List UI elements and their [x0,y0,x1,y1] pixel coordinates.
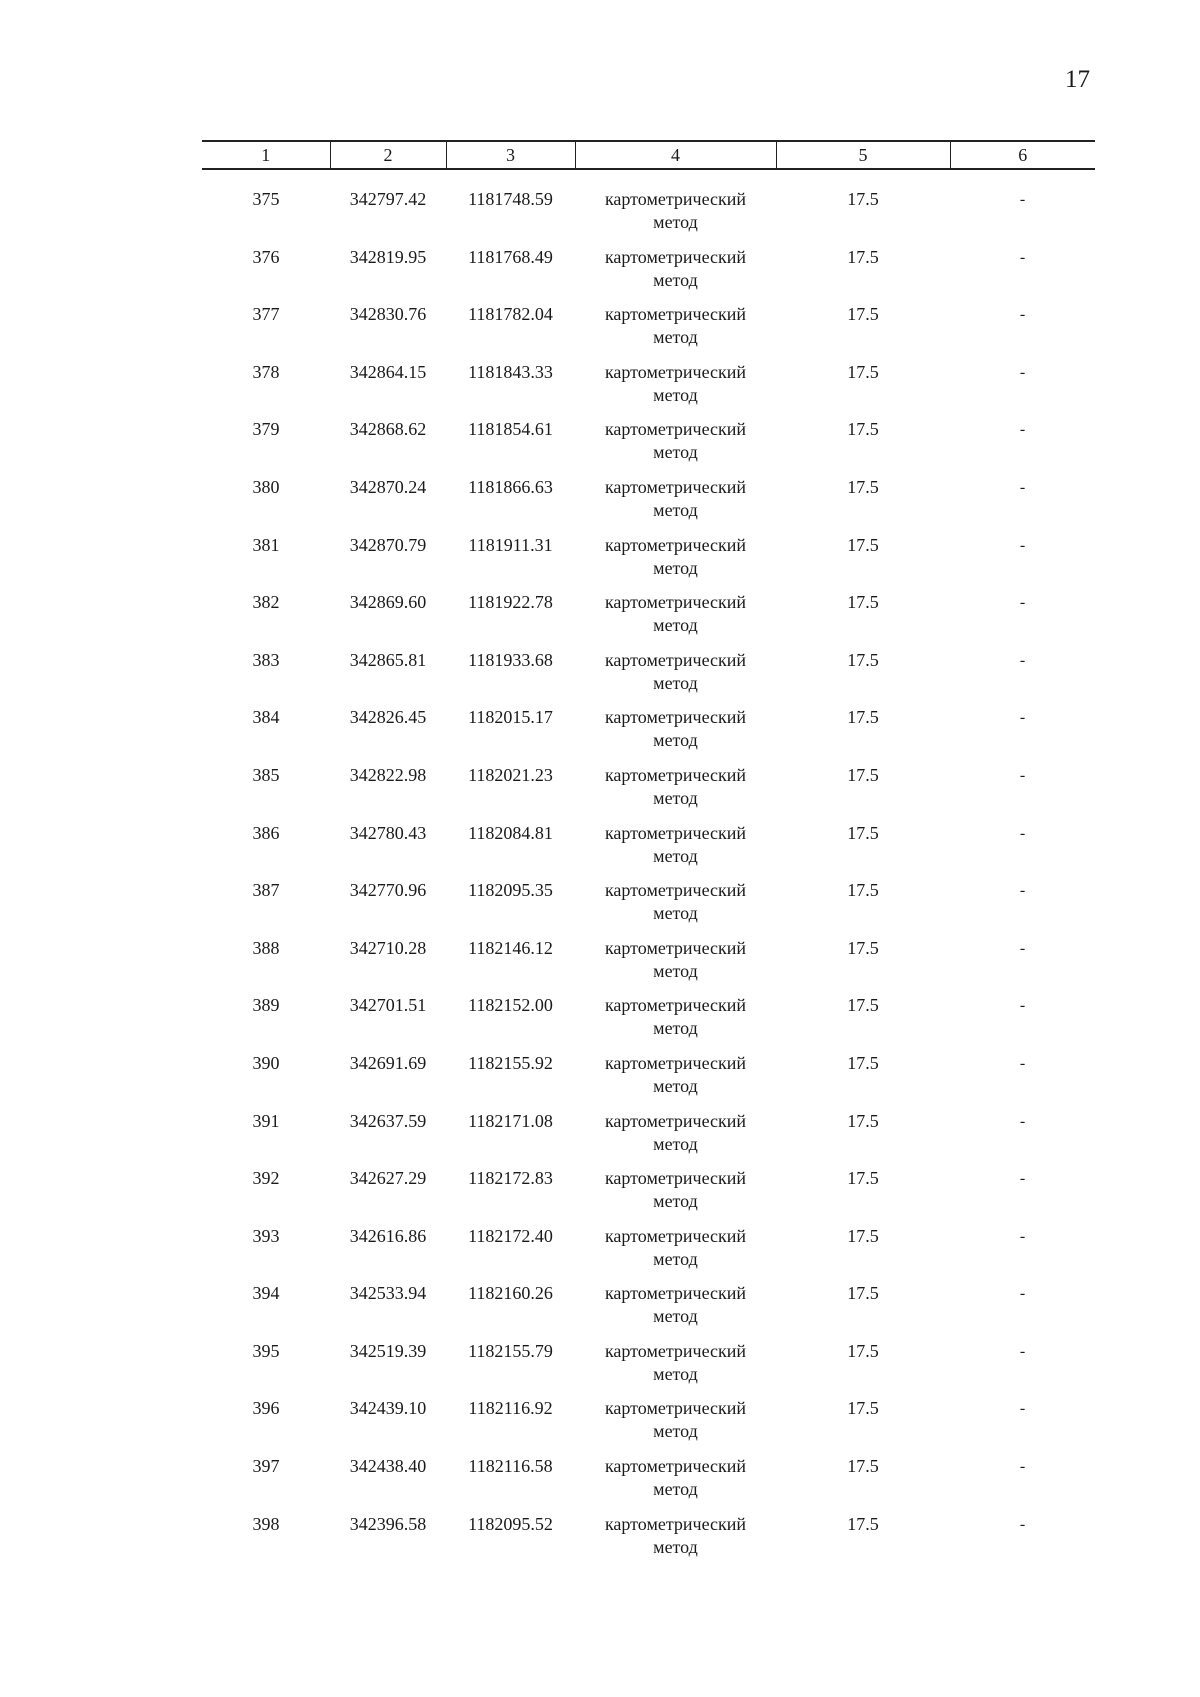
y-coordinate-cell: 1182146.12 [468,937,553,958]
x-coordinate-cell: 342770.96 [349,880,427,901]
method-cell [575,994,776,1052]
method-cell [575,764,776,822]
accuracy-cell: 17.5 [847,880,879,901]
method-line-1: картометрический [604,246,747,267]
y-coordinate-cell: 1182160.26 [468,1283,553,1304]
table-row [202,706,1095,764]
table-row [202,1052,1095,1110]
y-coordinate-cell: 1182172.40 [468,1225,553,1246]
y-coordinate-cell: 1181866.63 [468,476,553,497]
point-number-cell: 377 [252,304,280,325]
y-coordinate-cell: 1181748.59 [468,189,553,209]
method-line-2: метод [653,1018,698,1039]
description-cell: - [1019,306,1026,324]
method-cell [575,649,776,707]
method-line-1: картометрический [604,707,747,728]
table-row [202,476,1095,534]
method-cell [575,706,776,764]
description-cell: - [1019,594,1026,612]
method-line-1: картометрический [604,995,747,1016]
description-cell: - [1019,709,1026,727]
coordinates-table-container [202,140,1095,1570]
method-line-2: метод [653,327,698,348]
accuracy-cell: 17.5 [847,246,879,267]
method-cell [575,1052,776,1110]
y-coordinate-cell: 1181922.78 [468,592,553,613]
table-body [202,169,1095,1570]
description-cell: - [1019,939,1026,957]
x-coordinate-cell: 342869.60 [349,592,427,613]
y-coordinate-cell: 1182095.52 [468,1513,553,1534]
y-coordinate-cell: 1182084.81 [468,822,553,843]
method-line-1: картометрический [604,1513,747,1534]
accuracy-cell: 17.5 [847,534,879,555]
method-line-1: картометрический [604,1110,747,1131]
x-coordinate-cell: 342868.62 [349,419,427,440]
x-coordinate-cell: 342797.42 [349,189,427,209]
accuracy-cell: 17.5 [847,1225,879,1246]
accuracy-cell: 17.5 [847,1110,879,1131]
table-row [202,937,1095,995]
point-number-cell: 380 [252,476,280,497]
point-number-cell: 390 [252,1052,280,1073]
accuracy-cell: 17.5 [847,1513,879,1534]
y-coordinate-cell: 1182171.08 [468,1110,553,1131]
accuracy-cell: 17.5 [847,592,879,613]
point-number-cell: 393 [252,1225,280,1246]
accuracy-cell: 17.5 [847,1340,879,1361]
description-cell: - [1019,536,1026,554]
method-line-1: картометрический [604,361,747,382]
point-number-cell: 382 [252,592,280,613]
point-number-cell: 379 [252,419,280,440]
method-line-1: картометрический [604,764,747,785]
point-number-cell: 394 [252,1283,280,1304]
accuracy-cell: 17.5 [847,1052,879,1073]
method-line-2: метод [653,1421,698,1442]
description-cell: - [1019,651,1026,669]
y-coordinate-cell: 1182095.35 [468,880,553,901]
point-number-cell: 398 [252,1513,280,1534]
y-coordinate-cell: 1181911.31 [468,534,553,555]
table-row [202,361,1095,419]
point-number-cell: 381 [252,534,280,555]
method-line-2: метод [653,672,698,693]
y-coordinate-cell: 1182015.17 [468,707,553,728]
description-cell: - [1019,421,1026,439]
x-coordinate-cell: 342701.51 [349,995,427,1016]
table-row [202,418,1095,476]
table-row [202,169,1095,246]
method-cell [575,1340,776,1398]
method-line-1: картометрический [604,937,747,958]
method-line-2: метод [653,787,698,808]
method-line-2: метод [653,1248,698,1269]
table-row [202,1397,1095,1455]
description-cell: - [1019,478,1026,496]
table-row [202,1455,1095,1513]
accuracy-cell: 17.5 [847,937,879,958]
method-line-2: метод [653,384,698,405]
table-row [202,1340,1095,1398]
method-line-2: метод [653,1191,698,1212]
accuracy-cell: 17.5 [847,419,879,440]
method-line-1: картометрический [604,1052,747,1073]
description-cell: - [1019,1170,1026,1188]
y-coordinate-cell: 1182172.83 [468,1168,553,1189]
x-coordinate-cell: 342870.79 [349,534,427,555]
point-number-cell: 388 [252,937,280,958]
table-row [202,591,1095,649]
point-number-cell: 395 [252,1340,280,1361]
method-line-1: картометрический [604,189,747,209]
method-line-1: картометрический [604,1398,747,1419]
method-cell [575,1282,776,1340]
x-coordinate-cell: 342519.39 [349,1340,427,1361]
description-cell: - [1019,824,1026,842]
method-cell [575,1513,776,1571]
y-coordinate-cell: 1181933.68 [468,649,553,670]
method-line-1: картометрический [604,1456,747,1477]
accuracy-cell: 17.5 [847,822,879,843]
x-coordinate-cell: 342533.94 [349,1283,427,1304]
y-coordinate-cell: 1181768.49 [468,246,553,267]
table-row [202,1513,1095,1571]
accuracy-cell: 17.5 [847,764,879,785]
method-line-1: картометрический [604,1225,747,1246]
point-number-cell: 386 [252,822,280,843]
method-cell [575,822,776,880]
method-cell [575,1225,776,1283]
point-number-cell: 378 [252,361,280,382]
method-line-2: метод [653,730,698,751]
method-line-2: метод [653,499,698,520]
method-line-1: картометрический [604,880,747,901]
method-line-2: метод [653,1306,698,1327]
x-coordinate-cell: 342627.29 [349,1168,427,1189]
coordinates-table [202,140,1095,1570]
x-coordinate-cell: 342637.59 [349,1110,427,1131]
point-number-cell: 384 [252,707,280,728]
method-cell [575,879,776,937]
y-coordinate-cell: 1182116.92 [468,1398,553,1419]
x-coordinate-cell: 342438.40 [349,1456,427,1477]
description-cell: - [1019,248,1026,266]
x-coordinate-cell: 342710.28 [349,937,427,958]
method-cell [575,246,776,304]
table-row [202,822,1095,880]
method-line-2: метод [653,1363,698,1384]
method-line-2: метод [653,269,698,290]
point-number-cell: 387 [252,880,280,901]
accuracy-cell: 17.5 [847,361,879,382]
method-line-2: метод [653,212,698,232]
point-number-cell: 376 [252,246,280,267]
method-cell [575,361,776,419]
x-coordinate-cell: 342396.58 [349,1513,427,1534]
accuracy-cell: 17.5 [847,707,879,728]
y-coordinate-cell: 1182155.92 [468,1052,553,1073]
method-cell [575,476,776,534]
point-number-cell: 383 [252,649,280,670]
y-coordinate-cell: 1181854.61 [468,419,553,440]
accuracy-cell: 17.5 [847,649,879,670]
method-line-1: картометрический [604,304,747,325]
table-row [202,246,1095,304]
point-number-cell: 389 [252,995,280,1016]
method-line-1: картометрический [604,649,747,670]
y-coordinate-cell: 1182152.00 [468,995,553,1016]
header-row [202,141,1095,169]
method-line-1: картометрический [604,822,747,843]
point-number-cell: 392 [252,1168,280,1189]
method-line-1: картометрический [604,534,747,555]
table-row [202,534,1095,592]
table-row [202,994,1095,1052]
method-cell [575,418,776,476]
x-coordinate-cell: 342439.10 [349,1398,427,1419]
x-coordinate-cell: 342780.43 [349,822,427,843]
accuracy-cell: 17.5 [847,1398,879,1419]
header-col-6: 6 [950,141,1095,169]
point-number-cell: 375 [252,189,280,209]
description-cell: - [1019,363,1026,381]
table-row [202,879,1095,937]
method-line-2: метод [653,1479,698,1500]
method-line-2: метод [653,442,698,463]
x-coordinate-cell: 342819.95 [349,246,427,267]
description-cell: - [1019,1112,1026,1130]
method-cell [575,303,776,361]
point-number-cell: 385 [252,764,280,785]
table-row [202,1110,1095,1168]
method-cell [575,591,776,649]
accuracy-cell: 17.5 [847,1283,879,1304]
description-cell: - [1019,1400,1026,1418]
header-col-3: 3 [446,141,575,169]
accuracy-cell: 17.5 [847,476,879,497]
method-cell [575,1167,776,1225]
x-coordinate-cell: 342826.45 [349,707,427,728]
y-coordinate-cell: 1181782.04 [468,304,553,325]
accuracy-cell: 17.5 [847,304,879,325]
point-number-cell: 396 [252,1398,280,1419]
description-cell: - [1019,997,1026,1015]
table-row [202,649,1095,707]
header-col-4: 4 [575,141,776,169]
table-row [202,1167,1095,1225]
y-coordinate-cell: 1181843.33 [468,361,553,382]
header-col-2: 2 [330,141,446,169]
description-cell: - [1019,1458,1026,1476]
table-row [202,764,1095,822]
x-coordinate-cell: 342864.15 [349,361,427,382]
x-coordinate-cell: 342822.98 [349,764,427,785]
method-line-1: картометрический [604,476,747,497]
method-line-2: метод [653,960,698,981]
table-header [202,141,1095,169]
method-line-2: метод [653,557,698,578]
x-coordinate-cell: 342616.86 [349,1225,427,1246]
description-cell: - [1019,1285,1026,1303]
x-coordinate-cell: 342830.76 [349,304,427,325]
accuracy-cell: 17.5 [847,1168,879,1189]
header-col-1: 1 [202,141,330,169]
method-line-1: картометрический [604,1168,747,1189]
description-cell: - [1019,882,1026,900]
x-coordinate-cell: 342865.81 [349,649,427,670]
table-row [202,1225,1095,1283]
header-col-5: 5 [776,141,950,169]
y-coordinate-cell: 1182021.23 [468,764,553,785]
description-cell: - [1019,1342,1026,1360]
page-number: 17 [1065,66,1090,93]
method-line-2: метод [653,615,698,636]
y-coordinate-cell: 1182155.79 [468,1340,553,1361]
point-number-cell: 391 [252,1110,280,1131]
description-cell: - [1019,1515,1026,1533]
method-cell [575,534,776,592]
method-line-1: картометрический [604,419,747,440]
accuracy-cell: 17.5 [847,1456,879,1477]
method-cell [575,169,776,246]
description-cell: - [1019,191,1026,208]
method-line-2: метод [653,903,698,924]
description-cell: - [1019,1227,1026,1245]
method-line-1: картометрический [604,1340,747,1361]
method-cell [575,937,776,995]
method-cell [575,1397,776,1455]
method-line-2: метод [653,1536,698,1557]
accuracy-cell: 17.5 [847,189,879,209]
method-line-2: метод [653,845,698,866]
description-cell: - [1019,1054,1026,1072]
table-row [202,303,1095,361]
method-cell [575,1110,776,1168]
description-cell: - [1019,766,1026,784]
x-coordinate-cell: 342691.69 [349,1052,427,1073]
method-line-2: метод [653,1075,698,1096]
method-cell [575,1455,776,1513]
method-line-2: метод [653,1133,698,1154]
accuracy-cell: 17.5 [847,995,879,1016]
point-number-cell: 397 [252,1456,280,1477]
x-coordinate-cell: 342870.24 [349,476,427,497]
table-row [202,1282,1095,1340]
y-coordinate-cell: 1182116.58 [468,1456,553,1477]
method-line-1: картометрический [604,592,747,613]
method-line-1: картометрический [604,1283,747,1304]
